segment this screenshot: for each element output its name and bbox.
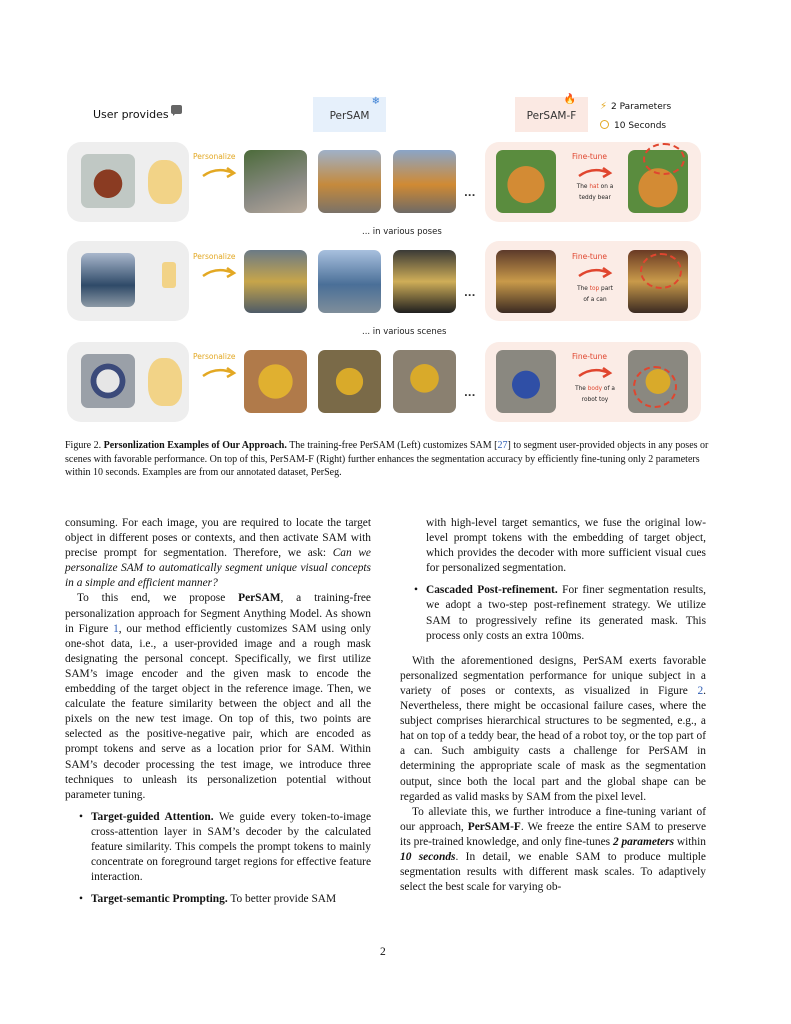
row3-before-image [496, 350, 556, 413]
row3-result-1 [244, 350, 307, 413]
row3-ft-description: The body of a robot toy [575, 386, 615, 403]
row3-result-3 [393, 350, 456, 413]
row1-mask [148, 160, 182, 204]
row1-result-2 [318, 150, 381, 213]
row3-highlight-circle [633, 366, 677, 408]
right-paragraph-2: To alleviate this, we further introduce a fine-tuning variant of our approach, PerSAM-F. We freeze the entire SAM to preserve its pre-trained knowledge, and only fine-tunes 2 parameters within 10 seconds. In detail, we enable SAM to produce multiple segmentation results with different mask scales. To adaptively select the best scale for varying ob- [400, 805, 707, 894]
page-number: 2 [380, 946, 386, 958]
row3-finetune-label: Fine-tune [572, 352, 607, 361]
row2-result-1 [244, 250, 307, 313]
row3-ellipsis: ... [464, 388, 476, 399]
row2-before-image [496, 250, 556, 313]
technique-list [65, 810, 371, 908]
row2-arrow-icon [201, 264, 237, 280]
row1-result-1 [244, 150, 307, 213]
row1-reference-image [81, 154, 135, 208]
row3-mask [148, 358, 182, 406]
persam-header [313, 97, 386, 132]
row3-result-2 [318, 350, 381, 413]
ref-link-figure-1[interactable]: 1 [113, 622, 119, 635]
row1-ellipsis: ... [464, 188, 476, 199]
row1-finetune-label: Fine-tune [572, 152, 607, 161]
fire-icon: 🔥 [563, 94, 576, 105]
row1-ft-arrow-icon [577, 164, 613, 180]
user-provides-label: User provides [93, 108, 169, 121]
row2-highlight-circle [640, 253, 682, 289]
seconds-label: 10 Seconds [614, 121, 667, 131]
left-paragraph-2: To this end, we propose PerSAM, a training-free personalization approach for Segment Anything Model. As shown in Figure 1, our method efficiently customizes SAM using only one-shot data, i.e., a user-provided image and a rough mask designating the personal concept. Specifically, we first utilize SAM’s image encoder and the given mask to encode the embedding of the target object in the reference image. Then, we calculate the feature similarity between the object and all the pixels on the new test image. On top of this, two points are selected as the positive-negative pair, which are encoded as prompt tokens and serve as a location prior for SAM. Within SAM’s decoder processing the test image, we introduce three techniques to unleash its personalizetion potential without parameter tuning. [65, 592, 372, 801]
row3-arrow-icon [201, 364, 237, 380]
row1-ft-description: The hat on a teddy bear [576, 184, 614, 201]
list-item: • Target-semantic Prompting. To better provide SAM [65, 892, 371, 907]
list-item: • Cascaded Post-refinement. For finer segmentation results, we adopt a two-step post-refinement strategy. We utilize SAM to progressively refine its generated mask. This process only costs an extra 100ms. [400, 583, 706, 643]
persamf-label: PerSAM-F [526, 110, 577, 122]
row2-result-2 [318, 250, 381, 313]
row1-highlight-circle [643, 143, 685, 175]
persam-label: PerSAM [329, 110, 370, 122]
snowflake-icon: ❄ [371, 96, 380, 107]
left-paragraph-1: consuming. For each image, you are required to locate the target object in different poses or contexts, and then activate SAM with precise prompt for segmentation. Therefore, we ask: Can we personalize SAM to automatically segment unique visual concepts in a simple and efficient manner? [65, 517, 371, 590]
row1-personalize-label: Personalize [193, 152, 236, 161]
right-bullet-continuation: with high-level target semantics, we fuse the original low-level prompt tokens with the embedding of target object, which provides the decoder with more sufficient visual cues for personalized segmentation. [426, 517, 706, 575]
right-paragraph-1: With the aforementioned designs, PerSAM exerts favorable personalized segmentation performance for unique subject in a variety of poses or contexts, as visualized in Figure 2. Nevertheless, there might be occasional failure cases, where the subject comprises hierarchical structures to be segmented, e.g., a hat on top of a teddy bear, the head of a robot toy, or the top part of a can. Such ambiguity casts a challenge for PerSAM in determining the appropriate scale of mask as the segmentation output, since both the local part and the global shape can be regarded as valid masks by SAM from the pixel level. [400, 654, 706, 803]
row3-personalize-label: Personalize [193, 352, 236, 361]
row-caption-poses: ... in various poses [362, 227, 442, 237]
row2-reference-image [81, 253, 135, 307]
chat-icon [171, 105, 182, 114]
row1-result-3 [393, 150, 456, 213]
row1-arrow-icon [201, 164, 237, 180]
seconds-meta [600, 120, 666, 131]
params-label: 2 Parameters [611, 102, 672, 112]
lightning-icon: ⚡ [600, 101, 608, 112]
row2-mask [162, 262, 176, 288]
technique-list-cont [400, 583, 706, 643]
left-column [65, 516, 371, 907]
ref-link-27[interactable]: 27 [497, 440, 508, 451]
ref-link-figure-2[interactable]: 2 [697, 684, 704, 697]
right-column [400, 516, 706, 895]
row-caption-scenes: ... in various scenes [362, 327, 447, 337]
row3-ft-arrow-icon [577, 364, 613, 380]
row3-reference-image [81, 354, 135, 408]
figure-caption: Figure 2. Personlization Examples of Our Approach. The training-free PerSAM (Left) customizes SAM [27] to segment user-provided objects in any poses or scenes with favorable performance. On top of this, PerSAM-F (Right) further enhances the segmentation accuracy by efficiently fine-tuning only 2 parameters within 10 seconds. Examples are from our annotated dataset, PerSeg. [65, 440, 709, 478]
row2-ft-arrow-icon [577, 264, 613, 280]
row2-ft-description: The top part of a can [577, 286, 613, 303]
row2-result-3 [393, 250, 456, 313]
row2-personalize-label: Personalize [193, 252, 236, 261]
row2-finetune-label: Fine-tune [572, 252, 607, 261]
list-item: • Target-guided Attention. We guide every token-to-image cross-attention layer in SAM’s decoder by the calculated feature similarity. This compels the prompt tokens to mainly concentrate on foreground target regions for effective feature interaction. [65, 810, 371, 885]
row1-before-image [496, 150, 556, 213]
params-meta [600, 101, 671, 112]
persamf-header [515, 94, 588, 132]
row2-ellipsis: ... [464, 288, 476, 299]
clock-icon [600, 120, 609, 129]
